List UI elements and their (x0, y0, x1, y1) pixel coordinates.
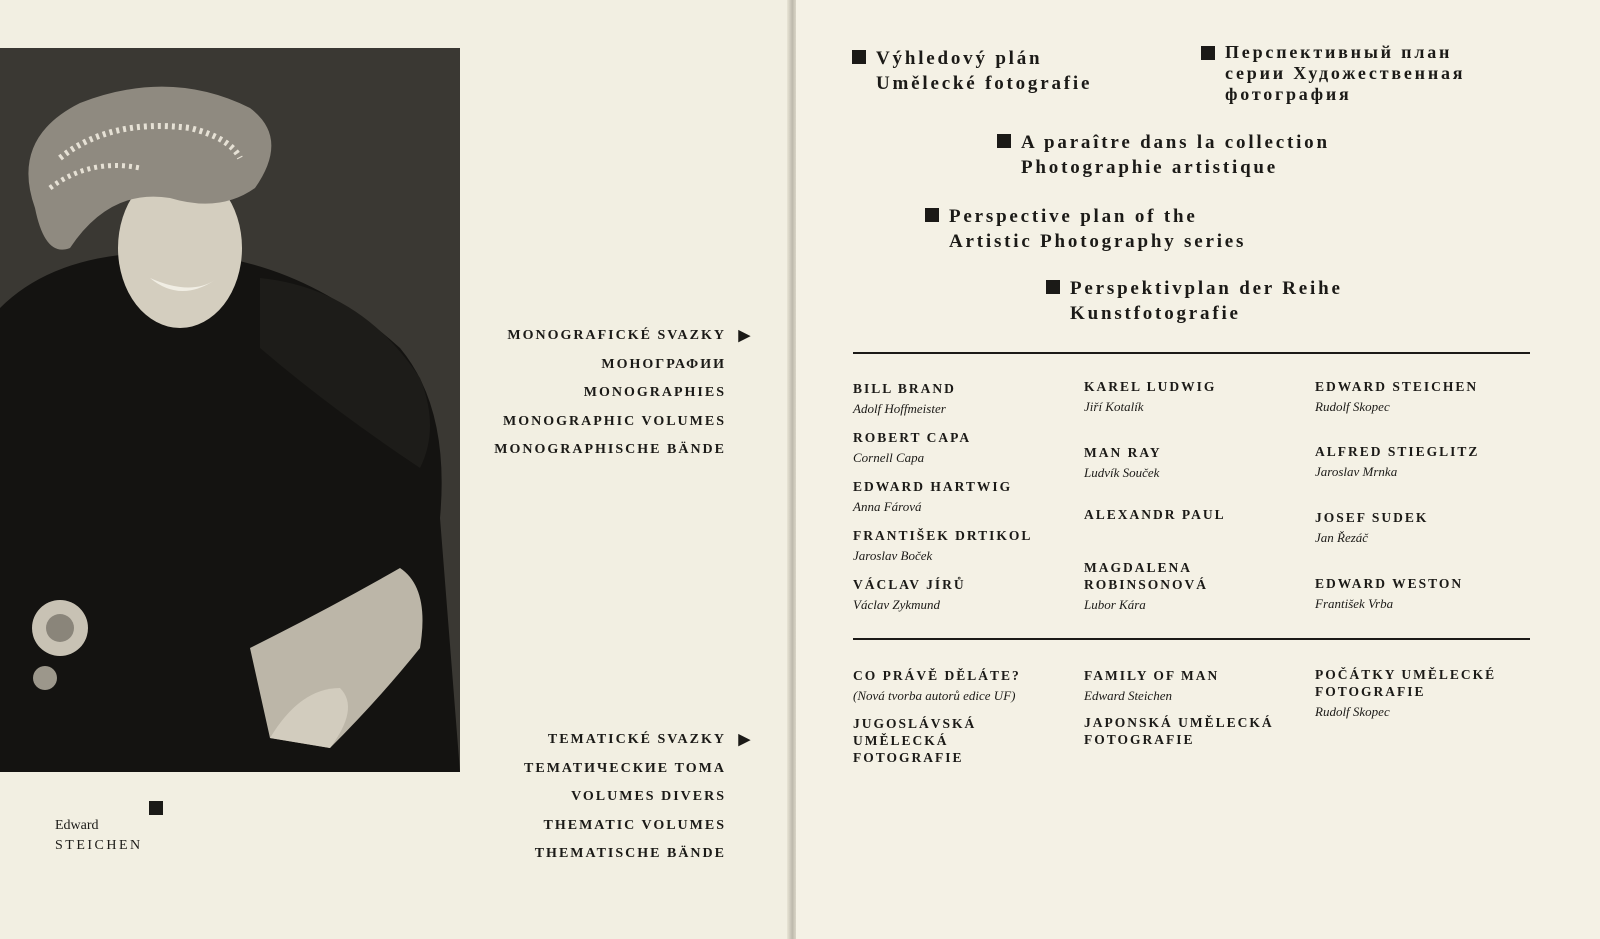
bullet-square-icon (1201, 46, 1215, 60)
series-label: THEMATISCHE BÄNDE (534, 846, 726, 861)
monograph-entry: EDWARD WESTON František Vrba (1315, 576, 1464, 611)
series-label: VOLUMES DIVERS (571, 789, 726, 804)
series-label: MONOGRAPHIC VOLUMES (503, 413, 726, 429)
monograph-entry: EDWARD HARTWIG Anna Fárová (853, 479, 1013, 514)
series-label: MONOGRAPHIES (583, 385, 726, 400)
arrow-right-icon: ▶ (738, 732, 750, 748)
series-label: TEMATICKÉ SVAZKY ▶ (366, 726, 726, 755)
monograph-entry: FRANTIŠEK DRTIKOL Jaroslav Boček (853, 528, 1033, 563)
photographer-last-name: STEICHEN (55, 838, 143, 853)
bullet-square-icon (997, 134, 1011, 148)
bullet-square-icon (925, 208, 939, 222)
monograph-entry: EDWARD STEICHEN Rudolf Skopec (1315, 379, 1479, 414)
divider-rule (853, 352, 1530, 354)
monograph-entry: ROBERT CAPA Cornell Capa (853, 430, 972, 465)
arrow-right-icon: ▶ (738, 328, 750, 344)
plan-heading-french: A paraître dans la collection Photographie artistique (1021, 130, 1330, 180)
bullet-square-icon (852, 50, 866, 64)
thematic-entry: CO PRÁVĚ DĚLÁTE? (Nová tvorba autorů edice UF) (853, 668, 1021, 703)
monograph-entry: KAREL LUDWIG Jiří Kotalík (1084, 379, 1217, 414)
thematic-entry: POČÁTKY UMĚLECKÉ FOTOGRAFIE Rudolf Skopec (1315, 667, 1497, 719)
series-label: ТЕМАТИЧЕСКИЕ ТОМА (524, 760, 726, 776)
monograph-entry: MAN RAY Ludvík Souček (1084, 445, 1162, 480)
caption-square-icon (149, 801, 163, 815)
thematic-entry: JUGOSLÁVSKÁ UMĚLECKÁ FOTOGRAFIE (853, 716, 977, 765)
monograph-entry: MAGDALENA ROBINSONOVÁ Lubor Kára (1084, 560, 1209, 612)
monographic-series-list (366, 322, 750, 465)
series-label: MONOGRAPHISCHE BÄNDE (494, 442, 726, 457)
photographer-first-name: Edward (55, 818, 99, 833)
plan-heading-english: Perspective plan of the Artistic Photography series (949, 204, 1246, 254)
bullet-square-icon (1046, 280, 1060, 294)
thematic-entry: FAMILY OF MAN Edward Steichen (1084, 668, 1220, 703)
thematic-series-list (366, 726, 750, 869)
monograph-entry: BILL BRAND Adolf Hoffmeister (853, 381, 956, 416)
thematic-entry: JAPONSKÁ UMĚLECKÁ FOTOGRAFIE (1084, 715, 1274, 747)
plan-heading-russian: Перспективный план серии Художественная фотография (1225, 42, 1465, 105)
series-label: THEMATIC VOLUMES (543, 817, 726, 833)
divider-rule (853, 638, 1530, 640)
monograph-entry: VÁCLAV JÍRŮ Václav Zykmund (853, 577, 966, 612)
monograph-entry: ALFRED STIEGLITZ Jaroslav Mrnka (1315, 444, 1480, 479)
series-label: MONOGRAFICKÉ SVAZKY ▶ (366, 322, 726, 351)
monograph-entry: JOSEF SUDEK Jan Řezáč (1315, 510, 1429, 545)
monograph-entry: ALEXANDR PAUL (1084, 507, 1226, 522)
plan-heading-czech: Výhledový plán Umělecké fotografie (876, 46, 1092, 96)
plan-heading-german: Perspektivplan der Reihe Kunstfotografie (1070, 276, 1343, 326)
left-page (0, 0, 790, 939)
series-label: МОНОГРАФИИ (601, 356, 726, 372)
